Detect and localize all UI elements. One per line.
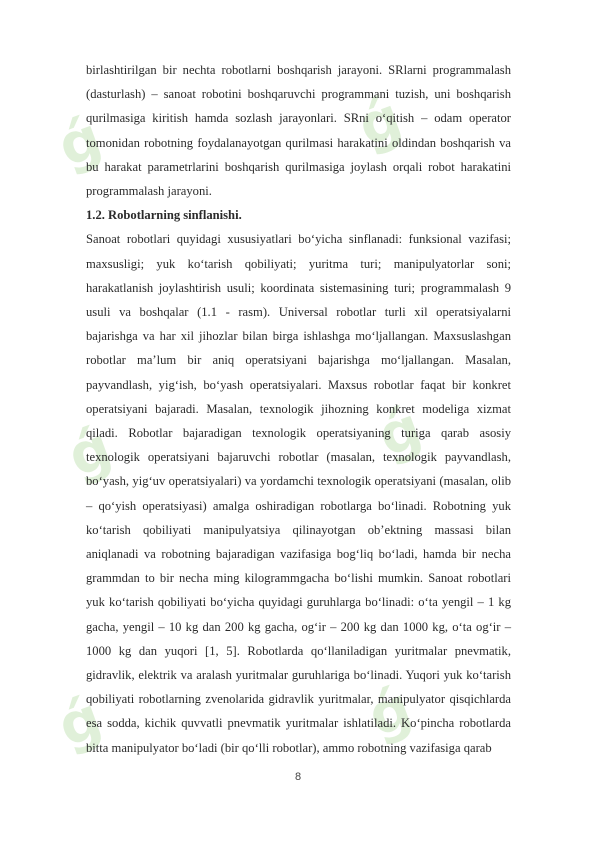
watermark-mark: ǵ: [50, 685, 111, 760]
watermark-mark: ǵ: [60, 415, 121, 490]
page-number: 8: [294, 771, 302, 783]
watermark-mark: ǵ: [50, 105, 111, 180]
watermark-mark: ǵ: [360, 675, 421, 750]
section-heading: 1.2. Robotlarning sinflanishi.: [86, 208, 242, 223]
watermark-mark: ǵ: [370, 395, 431, 470]
watermark-mark: ǵ: [350, 85, 411, 160]
body-paragraph: Sanoat robotlari quyidagi xususiyatlari bo‘yicha sinflanadi: funksional vazifasi; maxsusligi; yuk ko‘tarish qobiliyati; yuritma turi; manipulyatorlar soni; harakatlanish joylashtirish usuli; koordinata sistemasining turi; programmalash 9 usuli va boshqalar (1.1 - rasm). Universal robotlar turli xil operatsiyalarni bajarishga va har xil jihozlar bilan birga ishlashga mo‘ljallangan. Maxsuslashgan robotlar ma’lum bir aniq operatsiyani bajarishga mo‘ljallangan. Masalan, payvandlash, yig‘ish, bo‘yash operatsiyalari. Maxsus robotlar faqat bir konkret operatsiyani bajaradi. Masalan, texnologik jihozning konkret modeliga xizmat qiladi. Robotlar bajaradigan texnologik operatsiyaning turiga qarab asosiy texnologik operatsiyani bajaruvchi robotlar (masalan, texnologik payvandlash, bo‘yash, yig‘uv operatsiyalari) va yordamchi texnologik operatsiyani (masalan, olib – qo‘yish operatsiyasi) amalga oshiradigan robotlarga bo‘linadi. Robotning yuk ko‘tarish qobiliyati manipulyatsiya qilinayotgan ob’ektning massasi bilan aniqlanadi va robotning bajaradigan vazifasiga bog‘liq bo‘ladi, hamda bir necha grammdan to bir necha ming kilogrammgacha bo‘lishi mumkin. Sanoat robotlari yuk ko‘tarish qobiliyati bo‘yicha quyidagi guruhlarga bo‘linadi: o‘ta yengil – 1 kg gacha, yengil – 10 kg dan 200 kg gacha, og‘ir – 200 kg dan 1000 kg, o‘ta og‘ir – 1000 kg dan yuqori [1, 5]. Robotlarda qo‘llaniladigan yuritmalar pnevmatik, gidravlik, elektrik va aralash yuritmalar guruhlariga bo‘linadi. Yuqori yuk ko‘tarish qobiliyati robotlarning zvenolarida gidravlik yuritmalar, manipulyator qisqichlarda esa sodda, kichik quvvatli pnevmatik yuritmalar ishlatiladi. Ko‘pincha robotlarda bitta manipulyator bo‘ladi (bir qo‘lli robotlar), ammo robotning vazifasiga qarab: [86, 232, 511, 755]
body-paragraph: birlashtirilgan bir nechta robotlarni boshqarish jarayoni. SRlarni programmalash (dasturlash) – sanoat robotini boshqaruvchi programmani tuzish, uni boshqarish qurilmasiga kiritish hamda sozlash jarayonlari. SRni o‘qitish – odam operator tomonidan robotning foydalanayotgan qurilmasi harakatini oldindan boshqarish va bu harakat parametrlarini boshqarish qurilmasiga joylash orqali robot harakatini programmalash jarayoni.: [86, 63, 511, 199]
document-body: [86, 58, 511, 760]
